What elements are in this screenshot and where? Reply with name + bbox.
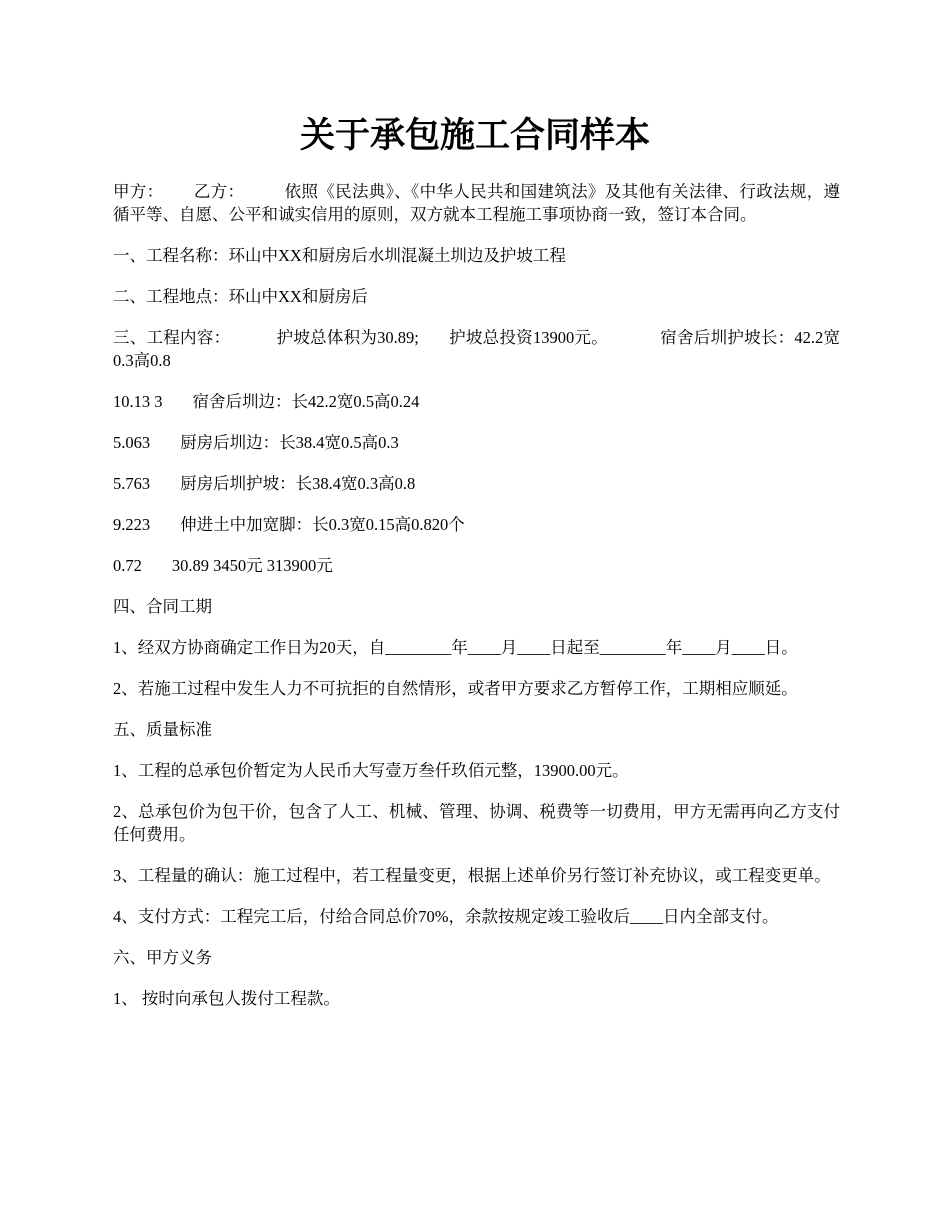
content-row bbox=[113, 390, 840, 413]
row-description: 厨房后圳护坡：长38.4宽0.3高0.8 bbox=[180, 474, 416, 493]
intro-paragraph bbox=[113, 180, 840, 226]
content-row bbox=[113, 554, 840, 577]
content-row bbox=[113, 431, 840, 454]
row-value: 10.13 3 bbox=[113, 392, 163, 411]
row-value: 5.763 bbox=[113, 474, 151, 493]
row-value: 9.223 bbox=[113, 515, 151, 534]
section5-paragraph: 4、支付方式：工程完工后，付给合同总价70%，余款按规定竣工验收后____日内全部支付。 bbox=[113, 907, 779, 926]
party-a-label: 甲方： bbox=[113, 182, 164, 201]
project-location: 二、工程地点：环山中XX和厨房后 bbox=[113, 287, 368, 306]
project-content bbox=[113, 326, 840, 372]
row-description: 伸进土中加宽脚：长0.3宽0.15高0.820个 bbox=[180, 515, 465, 534]
section4-paragraph: 1、经双方协商确定工作日为20天，自________年____月____日起至________年____月____日。 bbox=[113, 638, 798, 657]
section5-paragraph: 2、总承包价为包干价，包含了人工、机械、管理、协调、税费等一切费用，甲方无需再向乙方支付任何费用。 bbox=[113, 802, 840, 844]
content-label: 三、工程内容： bbox=[113, 328, 231, 347]
intro-text: 依照《民法典》、《中华人民共和国建筑法》及其他有关法律、行政法规，遵循平等、自愿、公平和诚实信用的原则，双方就本工程施工事项协商一致，签订本合同。 bbox=[113, 182, 841, 224]
section4-heading: 四、合同工期 bbox=[113, 597, 212, 616]
row-value: 5.063 bbox=[113, 433, 151, 452]
section6-paragraph: 1、 按时向承包人拨付工程款。 bbox=[113, 989, 340, 1008]
section5-paragraph: 3、工程量的确认：施工过程中，若工程量变更，根据上述单价另行签订补充协议，或工程变更单。 bbox=[113, 866, 831, 885]
document-body bbox=[113, 180, 840, 1028]
row-description: 宿舍后圳边：长42.2宽0.5高0.24 bbox=[192, 392, 420, 411]
section6-heading: 六、甲方义务 bbox=[113, 948, 212, 967]
section4-paragraph: 2、若施工过程中发生人力不可抗拒的自然情形，或者甲方要求乙方暂停工作，工期相应顺延。 bbox=[113, 679, 798, 698]
row-value: 0.72 bbox=[113, 556, 142, 575]
document-title: 关于承包施工合同样本 bbox=[299, 116, 650, 155]
project-name: 一、工程名称：环山中XX和厨房后水圳混凝土圳边及护坡工程 bbox=[113, 246, 566, 265]
row-description: 厨房后圳边：长38.4宽0.5高0.3 bbox=[180, 433, 399, 452]
content-investment: 护坡总投资13900元。 bbox=[448, 328, 609, 347]
content-row bbox=[113, 513, 840, 536]
content-row bbox=[113, 472, 840, 495]
content-item1: 宿舍后圳护坡长：42.2宽0.3高0.8 bbox=[113, 328, 841, 370]
party-b-label: 乙方： bbox=[193, 182, 245, 201]
section5-paragraph: 1、工程的总承包价暂定为人民币大写壹万叁仟玖佰元整，13900.00元。 bbox=[113, 761, 629, 780]
row-description: 30.89 3450元 313900元 bbox=[171, 556, 333, 575]
section5-heading: 五、质量标准 bbox=[113, 720, 212, 739]
content-volume: 护坡总体积为30.89; bbox=[276, 328, 419, 347]
